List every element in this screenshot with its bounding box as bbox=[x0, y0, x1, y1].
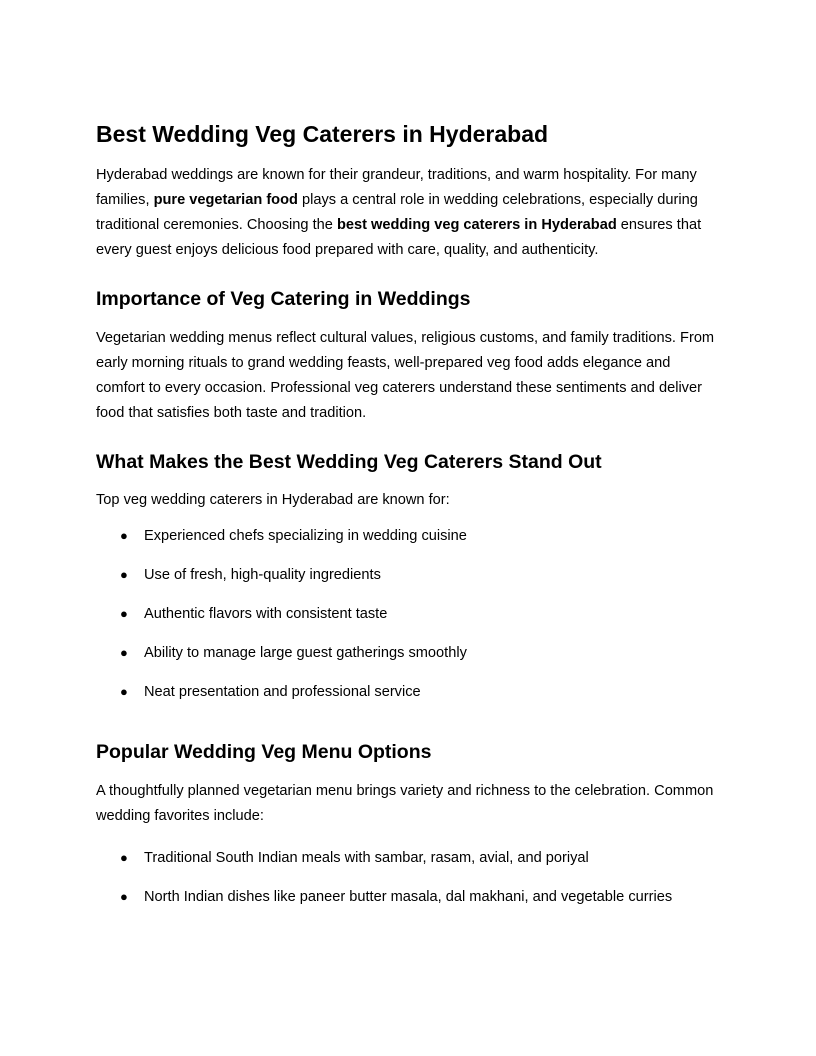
bullet-icon: ● bbox=[120, 567, 128, 582]
bullet-icon: ● bbox=[120, 528, 128, 543]
intro-line-2 bbox=[96, 188, 720, 213]
intro-line-1: Hyderabad weddings are known for their grandeur, traditions, and warm hospitality. For many bbox=[96, 167, 697, 183]
intro-line-3-end: ensures that bbox=[616, 217, 702, 233]
list-item bbox=[96, 886, 720, 925]
importance-line-2: early morning rituals to grand wedding feasts, well-prepared veg food adds elegance and bbox=[96, 355, 671, 371]
stand-out-list bbox=[96, 525, 720, 720]
list-item bbox=[96, 642, 720, 681]
menu-options-paragraph bbox=[96, 779, 720, 829]
list-item bbox=[96, 847, 720, 886]
bullet-icon: ● bbox=[120, 645, 128, 660]
bullet-icon: ● bbox=[120, 606, 128, 621]
list-item bbox=[96, 603, 720, 642]
bullet-icon: ● bbox=[120, 684, 128, 699]
section-heading-importance: Importance of Veg Catering in Weddings bbox=[96, 288, 471, 310]
intro-line-3-start: traditional ceremonies. Choosing the bbox=[96, 217, 337, 233]
importance-line-3: comfort to every occasion. Professional veg caterers understand these sentiments and deliver bbox=[96, 380, 702, 396]
importance-paragraph bbox=[96, 326, 720, 426]
stand-out-lead-line: Top veg wedding caterers in Hyderabad are known for: bbox=[96, 492, 450, 508]
list-item bbox=[96, 525, 720, 564]
menu-options-line-2: wedding favorites include: bbox=[96, 808, 264, 824]
importance-line-4: food that satisfies both taste and tradition. bbox=[96, 405, 367, 421]
intro-line-2-start: families, bbox=[96, 192, 154, 208]
section-heading-stand-out: What Makes the Best Wedding Veg Caterers Stand Out bbox=[96, 451, 602, 473]
list-item-text: Authentic flavors with consistent taste bbox=[144, 606, 388, 622]
bullet-icon: ● bbox=[120, 850, 128, 865]
section-heading-menu-options: Popular Wedding Veg Menu Options bbox=[96, 741, 432, 763]
list-item-text: Ability to manage large guest gatherings smoothly bbox=[144, 645, 467, 661]
intro-bold-best-caterers: best wedding veg caterers in Hyderabad bbox=[336, 217, 617, 233]
importance-line-1: Vegetarian wedding menus reflect cultural values, religious customs, and family traditions. From bbox=[96, 330, 715, 346]
intro-line-4: every guest enjoys delicious food prepared with care, quality, and authenticity. bbox=[96, 242, 599, 258]
list-item-text: North Indian dishes like paneer butter masala, dal makhani, and vegetable curries bbox=[144, 889, 673, 905]
menu-options-list bbox=[96, 847, 720, 925]
bullet-icon: ● bbox=[120, 889, 128, 904]
list-item-text: Traditional South Indian meals with sambar, rasam, avial, and poriyal bbox=[144, 850, 589, 866]
intro-line-3 bbox=[96, 213, 720, 238]
list-item-text: Use of fresh, high-quality ingredients bbox=[144, 567, 381, 583]
list-item bbox=[96, 564, 720, 603]
intro-line-2-end: plays a central role in wedding celebrations, especially during bbox=[297, 192, 698, 208]
list-item bbox=[96, 681, 720, 720]
menu-options-line-1: A thoughtfully planned vegetarian menu brings variety and richness to the celebration. Common bbox=[96, 783, 714, 799]
list-item-text: Neat presentation and professional service bbox=[144, 684, 421, 700]
list-item-text: Experienced chefs specializing in wedding cuisine bbox=[144, 528, 467, 544]
intro-bold-pure-vegetarian: pure vegetarian food bbox=[153, 192, 298, 208]
stand-out-lead bbox=[96, 488, 720, 513]
page-title: Best Wedding Veg Caterers in Hyderabad bbox=[96, 121, 549, 147]
intro-paragraph bbox=[96, 163, 720, 263]
